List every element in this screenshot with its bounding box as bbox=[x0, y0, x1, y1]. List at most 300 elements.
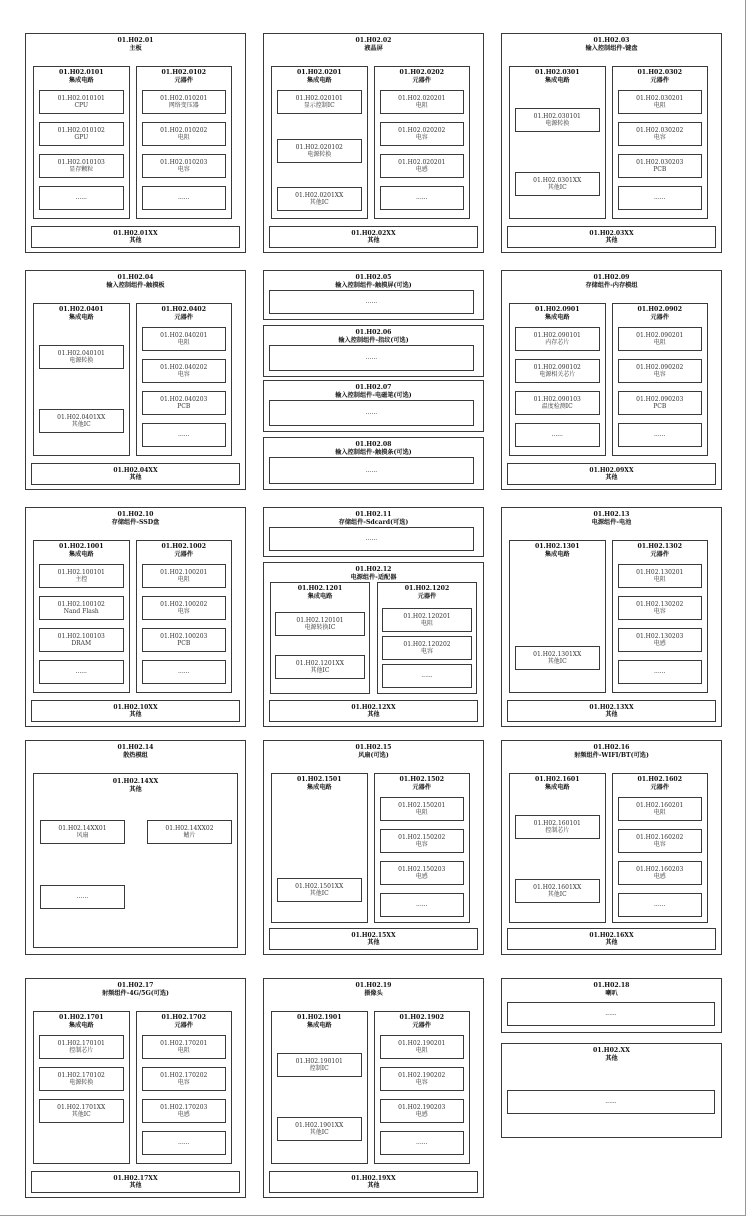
module-title bbox=[264, 511, 483, 526]
item-name: 电容 bbox=[415, 134, 428, 141]
name-label: 元器件 bbox=[174, 76, 194, 84]
ic-item bbox=[39, 628, 124, 652]
item-code: 01.H02.020202 bbox=[398, 126, 446, 134]
item-name: Nand Flash bbox=[63, 608, 99, 615]
component-item bbox=[380, 122, 465, 146]
name-label: 元器件 bbox=[412, 1021, 432, 1029]
item-code: 01.H02.090202 bbox=[636, 363, 684, 371]
module-title bbox=[264, 744, 483, 759]
placeholder-box bbox=[269, 457, 474, 484]
code-label: 01.H02.0401 bbox=[58, 306, 104, 313]
ic-item bbox=[515, 391, 600, 415]
code-label: 01.H02.12 bbox=[355, 566, 392, 573]
component-item bbox=[618, 154, 703, 178]
other-code: 01.H02.12XX bbox=[351, 703, 396, 711]
name-label: 存储组件-Sdcard(可选) bbox=[338, 518, 409, 526]
code-label: 01.H02.1302 bbox=[637, 543, 683, 550]
column-title bbox=[272, 1014, 367, 1029]
code-label: 01.H02.17 bbox=[117, 982, 154, 989]
ic-item bbox=[39, 564, 124, 588]
placeholder-box bbox=[382, 664, 472, 688]
other-name: 其他 bbox=[129, 1182, 142, 1189]
ellipsis-label: ...... bbox=[421, 672, 433, 680]
item-name: 电源相关芯片 bbox=[539, 371, 576, 378]
name-label: 存储组件-内存模组 bbox=[585, 281, 638, 289]
item-name: 电阻 bbox=[415, 809, 428, 816]
component-item bbox=[618, 564, 703, 588]
component-item bbox=[142, 122, 227, 146]
name-label: 元器件 bbox=[412, 783, 432, 791]
other-item bbox=[147, 820, 232, 844]
other-box bbox=[507, 928, 716, 950]
component-item bbox=[380, 90, 465, 114]
item-code: 01.H02.170201 bbox=[160, 1039, 208, 1047]
code-label: 01.H02.1001 bbox=[58, 543, 104, 550]
item-name: 鳍片 bbox=[183, 832, 196, 839]
name-label: 元器件 bbox=[174, 550, 194, 558]
item-code: 01.H02.040201 bbox=[160, 331, 208, 339]
item-code: 01.H02.130202 bbox=[636, 600, 684, 608]
name-label: 元器件 bbox=[650, 313, 670, 321]
item-name: 电容 bbox=[653, 371, 666, 378]
item-name: 其他IC bbox=[547, 891, 567, 898]
ellipsis-label: ...... bbox=[654, 194, 666, 202]
item-name: 显存颗粒 bbox=[69, 166, 94, 173]
column-title bbox=[375, 776, 470, 791]
component-item bbox=[142, 90, 227, 114]
component-item bbox=[142, 327, 227, 351]
item-code: 01.H02.1301XX bbox=[533, 650, 582, 658]
component-item bbox=[382, 636, 472, 660]
ellipsis-label: ...... bbox=[365, 409, 378, 417]
item-name: 电容 bbox=[177, 166, 190, 173]
code-label: 01.H02.13 bbox=[593, 511, 630, 518]
ic-item bbox=[39, 90, 124, 114]
placeholder-box bbox=[618, 186, 703, 210]
ic-item bbox=[277, 139, 362, 163]
item-code: 01.H02.130203 bbox=[636, 632, 684, 640]
other-name: 其他 bbox=[367, 237, 380, 244]
item-code: 01.H02.170203 bbox=[160, 1103, 208, 1111]
column-title bbox=[137, 306, 232, 321]
name-label: 输入控制组件-指纹(可选) bbox=[338, 336, 409, 344]
column-title bbox=[34, 543, 129, 558]
component-item bbox=[142, 628, 227, 652]
column-title bbox=[510, 543, 605, 558]
column-title bbox=[34, 778, 237, 793]
item-code: 01.H02.010201 bbox=[160, 94, 208, 102]
module-title bbox=[502, 37, 721, 52]
column-title bbox=[510, 776, 605, 791]
component-item bbox=[142, 564, 227, 588]
item-code: 01.H02.190101 bbox=[295, 1057, 343, 1065]
code-label: 01.H02.09 bbox=[593, 274, 630, 281]
item-code: 01.H02.1501XX bbox=[295, 882, 344, 890]
item-code: 01.H02.170102 bbox=[57, 1071, 105, 1079]
code-label: 01.H02.19 bbox=[355, 982, 392, 989]
ellipsis-label: ...... bbox=[654, 668, 666, 676]
module-title bbox=[26, 274, 245, 289]
other-code: 01.H02.16XX bbox=[589, 931, 634, 939]
item-code: 01.H02.090102 bbox=[533, 363, 581, 371]
ic-item bbox=[39, 409, 124, 433]
item-name: 电阻 bbox=[177, 134, 190, 141]
module-title bbox=[26, 37, 245, 52]
placeholder-box bbox=[269, 527, 474, 551]
ellipsis-label: ...... bbox=[416, 901, 428, 909]
other-name: 其他 bbox=[367, 711, 380, 718]
column-title bbox=[137, 1014, 232, 1029]
name-label: 集成电路 bbox=[307, 592, 333, 600]
code-label: 01.H02.1701 bbox=[58, 1014, 104, 1021]
code-label: 01.H02.1501 bbox=[296, 776, 342, 783]
name-label: 射频组件-4G/5G(可选) bbox=[102, 989, 169, 997]
item-code: 01.H02.010103 bbox=[57, 158, 105, 166]
item-name: 主控 bbox=[75, 576, 88, 583]
name-label: 元器件 bbox=[412, 76, 432, 84]
ellipsis-label: ...... bbox=[551, 431, 563, 439]
column-title bbox=[272, 69, 367, 84]
column-title bbox=[613, 776, 708, 791]
item-code: 01.H02.090201 bbox=[636, 331, 684, 339]
other-code: 01.H02.09XX bbox=[589, 466, 634, 474]
ic-item bbox=[277, 187, 362, 211]
ic-column bbox=[271, 1011, 368, 1164]
name-label: 集成电路 bbox=[544, 550, 570, 558]
other-code: 01.H02.10XX bbox=[113, 703, 158, 711]
name-label: 电源组件-电池 bbox=[591, 518, 632, 526]
column-title bbox=[137, 69, 232, 84]
module-title bbox=[264, 441, 483, 456]
name-label: 喇叭 bbox=[605, 989, 618, 997]
column-title bbox=[271, 585, 369, 600]
code-label: 01.H02.0402 bbox=[161, 306, 207, 313]
placeholder-box bbox=[269, 400, 474, 426]
placeholder-box bbox=[515, 423, 600, 447]
other-name: 其他 bbox=[367, 939, 380, 946]
ic-column bbox=[509, 540, 606, 693]
code-label: 01.H02.0201 bbox=[296, 69, 342, 76]
name-label: 摄像头 bbox=[364, 989, 383, 997]
code-label: 01.H02.1202 bbox=[404, 585, 450, 592]
other-box bbox=[507, 463, 716, 485]
placeholder-box bbox=[507, 1090, 715, 1114]
item-code: 01.H02.170202 bbox=[160, 1071, 208, 1079]
ic-item bbox=[275, 655, 365, 679]
module-title bbox=[26, 744, 245, 759]
other-name: 其他 bbox=[605, 711, 618, 718]
ic-column bbox=[33, 303, 130, 456]
other-code: 01.H02.13XX bbox=[589, 703, 634, 711]
item-code: 01.H02.160202 bbox=[636, 833, 684, 841]
ellipsis-label: ...... bbox=[605, 1010, 617, 1018]
column-title bbox=[34, 1014, 129, 1029]
item-code: 01.H02.100102 bbox=[57, 600, 105, 608]
placeholder-box bbox=[380, 186, 465, 210]
item-name: 网络变压器 bbox=[168, 102, 199, 109]
component-item bbox=[380, 1067, 465, 1091]
ic-column bbox=[509, 66, 606, 219]
item-name: 其他IC bbox=[309, 890, 329, 897]
component-item bbox=[618, 596, 703, 620]
other-box bbox=[507, 700, 716, 722]
name-label: 液晶屏 bbox=[364, 44, 383, 52]
module-title bbox=[264, 384, 483, 399]
item-name: GPU bbox=[74, 134, 89, 141]
column-title bbox=[613, 543, 708, 558]
item-name: 其他IC bbox=[309, 199, 329, 206]
item-code: 01.H02.150202 bbox=[398, 833, 446, 841]
item-code: 01.H02.010203 bbox=[160, 158, 208, 166]
item-code: 01.H02.150203 bbox=[398, 865, 446, 873]
item-code: 01.H02.1601XX bbox=[533, 883, 582, 891]
other-box bbox=[269, 226, 478, 248]
code-label: 01.H02.05 bbox=[355, 274, 392, 281]
code-label: 01.H02.14XX bbox=[112, 778, 159, 785]
item-name: PCB bbox=[177, 640, 191, 647]
name-label: 集成电路 bbox=[544, 783, 570, 791]
column-title bbox=[613, 306, 708, 321]
code-label: 01.H02.14 bbox=[117, 744, 154, 751]
item-code: 01.H02.0201XX bbox=[295, 191, 344, 199]
code-label: 01.H02.0202 bbox=[399, 69, 445, 76]
ic-item bbox=[39, 596, 124, 620]
item-code: 01.H02.120201 bbox=[403, 612, 451, 620]
item-name: 电容 bbox=[420, 648, 433, 655]
component-item bbox=[380, 861, 465, 885]
component-item bbox=[142, 391, 227, 415]
placeholder-box bbox=[380, 1131, 465, 1155]
item-name: 内存芯片 bbox=[545, 339, 570, 346]
placeholder-box bbox=[618, 660, 703, 684]
component-item bbox=[618, 829, 703, 853]
item-code: 01.H02.190203 bbox=[398, 1103, 446, 1111]
code-label: 01.H02.1301 bbox=[534, 543, 580, 550]
ellipsis-label: ...... bbox=[365, 354, 378, 362]
item-code: 01.H02.1201XX bbox=[295, 659, 345, 667]
code-label: 01.H02.0901 bbox=[534, 306, 580, 313]
item-code: 01.H02.020201 bbox=[398, 94, 446, 102]
placeholder-box bbox=[39, 186, 124, 210]
placeholder-box bbox=[142, 660, 227, 684]
item-code: 01.H02.120202 bbox=[403, 640, 451, 648]
ic-item bbox=[39, 1099, 124, 1123]
other-name: 其他 bbox=[605, 939, 618, 946]
item-name: 电阻 bbox=[177, 1047, 190, 1054]
item-name: 其他IC bbox=[547, 184, 567, 191]
component-item bbox=[618, 391, 703, 415]
ic-item bbox=[277, 1117, 362, 1141]
component-item bbox=[618, 861, 703, 885]
component-item bbox=[618, 359, 703, 383]
item-name: PCB bbox=[177, 403, 191, 410]
other-name: 其他 bbox=[367, 1182, 380, 1189]
item-code: 01.H02.160201 bbox=[636, 801, 684, 809]
column-title bbox=[34, 69, 129, 84]
other-item bbox=[40, 820, 125, 844]
item-code: 01.H02.090103 bbox=[533, 395, 581, 403]
item-code: 01.H02.030202 bbox=[636, 126, 684, 134]
name-label: 其他 bbox=[129, 785, 142, 793]
code-label: 01.H02.0102 bbox=[161, 69, 207, 76]
module-title bbox=[264, 37, 483, 52]
ic-item bbox=[39, 345, 124, 369]
item-code: 01.H02.040202 bbox=[160, 363, 208, 371]
module-title bbox=[502, 982, 721, 997]
name-label: 集成电路 bbox=[68, 550, 94, 558]
item-code: 01.H02.170101 bbox=[57, 1039, 105, 1047]
code-label: 01.H02.15 bbox=[355, 744, 392, 751]
item-name: 电源转换 bbox=[545, 120, 570, 127]
ellipsis-label: ...... bbox=[416, 1139, 428, 1147]
code-label: 01.H02.0301 bbox=[534, 69, 580, 76]
item-name: 电阻 bbox=[177, 339, 190, 346]
ellipsis-label: ...... bbox=[178, 668, 190, 676]
item-code: 01.H02.040101 bbox=[57, 349, 105, 357]
item-name: 电容 bbox=[177, 371, 190, 378]
column-title bbox=[375, 69, 470, 84]
item-code: 01.H02.100201 bbox=[160, 568, 208, 576]
component-item bbox=[380, 1035, 465, 1059]
code-label: 01.H02.1601 bbox=[534, 776, 580, 783]
item-name: 电感 bbox=[653, 873, 666, 880]
component-item bbox=[618, 327, 703, 351]
ellipsis-label: ...... bbox=[605, 1098, 617, 1106]
item-code: 01.H02.14XX01 bbox=[58, 824, 107, 832]
other-box bbox=[31, 700, 240, 722]
ellipsis-label: ...... bbox=[654, 431, 666, 439]
other-column bbox=[33, 773, 238, 948]
component-item bbox=[380, 829, 465, 853]
ic-item bbox=[277, 1053, 362, 1077]
code-label: 01.H02.1002 bbox=[161, 543, 207, 550]
name-label: 元器件 bbox=[650, 550, 670, 558]
ic-item bbox=[275, 612, 365, 636]
code-label: 01.H02.1702 bbox=[161, 1014, 207, 1021]
name-label: 集成电路 bbox=[68, 1021, 94, 1029]
item-name: 温度检测IC bbox=[541, 403, 573, 410]
other-code: 01.H02.19XX bbox=[351, 1174, 396, 1182]
name-label: 射频组件-WIFI/BT(可选) bbox=[574, 751, 649, 759]
ellipsis-label: ...... bbox=[75, 194, 87, 202]
item-code: 01.H02.14XX02 bbox=[165, 824, 214, 832]
item-name: 电感 bbox=[177, 1111, 190, 1118]
item-code: 01.H02.090101 bbox=[533, 331, 581, 339]
item-name: 电容 bbox=[653, 841, 666, 848]
item-name: 电感 bbox=[415, 873, 428, 880]
name-label: 元器件 bbox=[174, 1021, 194, 1029]
ellipsis-label: ...... bbox=[178, 194, 190, 202]
component-item bbox=[142, 1035, 227, 1059]
item-code: 01.H02.100103 bbox=[57, 632, 105, 640]
item-name: 电容 bbox=[653, 608, 666, 615]
item-code: 01.H02.130201 bbox=[636, 568, 684, 576]
item-name: 电源转换 bbox=[69, 1079, 94, 1086]
item-code: 01.H02.010101 bbox=[57, 94, 105, 102]
ellipsis-label: ...... bbox=[654, 901, 666, 909]
placeholder-box bbox=[380, 893, 465, 917]
module-title bbox=[264, 566, 483, 581]
name-label: 集成电路 bbox=[68, 76, 94, 84]
code-label: 01.H02.16 bbox=[593, 744, 630, 751]
other-code: 01.H02.03XX bbox=[589, 229, 634, 237]
item-name: 电阻 bbox=[653, 576, 666, 583]
name-label: 集成电路 bbox=[544, 313, 570, 321]
module-title bbox=[264, 982, 483, 997]
item-code: 01.H02.150201 bbox=[398, 801, 446, 809]
other-box bbox=[269, 1171, 478, 1193]
placeholder-box bbox=[507, 1002, 715, 1026]
item-name: 电容 bbox=[177, 608, 190, 615]
item-code: 01.H02.020101 bbox=[295, 94, 343, 102]
item-name: 电阻 bbox=[653, 339, 666, 346]
name-label: 输入控制组件-触摸板 bbox=[106, 281, 165, 289]
item-code: 01.H02.030201 bbox=[636, 94, 684, 102]
other-code: 01.H02.04XX bbox=[113, 466, 158, 474]
item-name: 电容 bbox=[415, 1079, 428, 1086]
item-code: 01.H02.030101 bbox=[533, 112, 581, 120]
code-label: 01.H02.01 bbox=[117, 37, 154, 44]
name-label: 输入控制组件-键盘 bbox=[585, 44, 638, 52]
name-label: 风扇(可选) bbox=[358, 751, 389, 759]
item-code: 01.H02.040203 bbox=[160, 395, 208, 403]
item-code: 01.H02.190201 bbox=[398, 1039, 446, 1047]
item-name: 风扇 bbox=[76, 832, 89, 839]
item-code: 01.H02.030203 bbox=[636, 158, 684, 166]
name-label: 集成电路 bbox=[306, 76, 332, 84]
ic-item bbox=[39, 1035, 124, 1059]
ic-item bbox=[277, 90, 362, 114]
other-code: 01.H02.15XX bbox=[351, 931, 396, 939]
placeholder-box bbox=[39, 660, 124, 684]
item-name: 电阻 bbox=[177, 576, 190, 583]
column-title bbox=[375, 1014, 470, 1029]
item-name: 其他IC bbox=[71, 1111, 91, 1118]
code-label: 01.H02.1902 bbox=[399, 1014, 445, 1021]
component-item bbox=[380, 797, 465, 821]
module-title bbox=[502, 744, 721, 759]
item-code: 01.H02.1701XX bbox=[57, 1103, 106, 1111]
column-title bbox=[34, 306, 129, 321]
component-item bbox=[380, 1099, 465, 1123]
component-item bbox=[142, 1099, 227, 1123]
code-label: 01.H02.03 bbox=[593, 37, 630, 44]
item-code: 01.H02.020201 bbox=[398, 158, 446, 166]
code-label: 01.H02.07 bbox=[355, 384, 392, 391]
other-box bbox=[269, 700, 478, 722]
ellipsis-label: ...... bbox=[75, 668, 87, 676]
item-code: 01.H02.0301XX bbox=[533, 176, 582, 184]
name-label: 元器件 bbox=[650, 76, 670, 84]
other-box bbox=[507, 226, 716, 248]
item-code: 01.H02.100203 bbox=[160, 632, 208, 640]
other-name: 其他 bbox=[605, 474, 618, 481]
item-name: 电感 bbox=[415, 1111, 428, 1118]
other-code: 01.H02.17XX bbox=[113, 1174, 158, 1182]
other-name: 其他 bbox=[605, 237, 618, 244]
item-code: 01.H02.160101 bbox=[533, 819, 581, 827]
code-label: 01.H02.06 bbox=[355, 329, 392, 336]
placeholder-box bbox=[618, 893, 703, 917]
ic-item bbox=[39, 1067, 124, 1091]
item-name: 电感 bbox=[653, 640, 666, 647]
item-name: CPU bbox=[74, 102, 89, 109]
column-title bbox=[137, 543, 232, 558]
component-item bbox=[142, 1067, 227, 1091]
item-name: 其他IC bbox=[71, 421, 91, 428]
code-label: 01.H02.1201 bbox=[297, 585, 343, 592]
item-name: 电阻 bbox=[415, 102, 428, 109]
